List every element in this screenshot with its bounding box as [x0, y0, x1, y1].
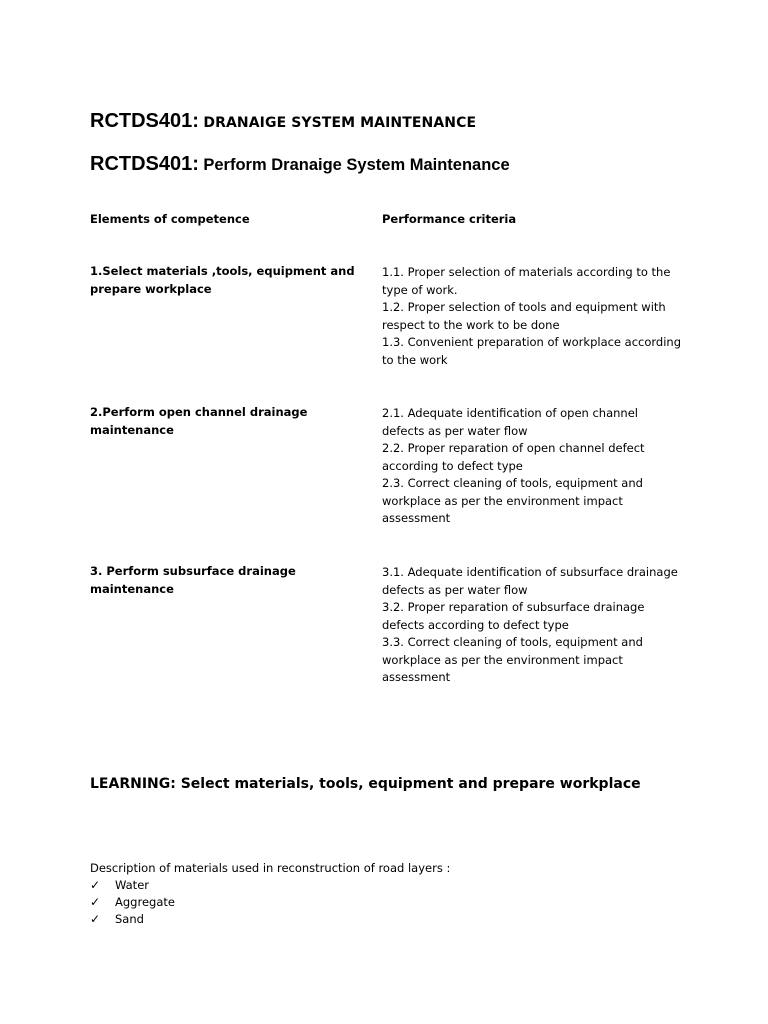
module-heading	[90, 110, 476, 133]
criterion-item: 1.3. Convenient preparation of workplace according to the work	[382, 335, 682, 367]
element-of-competence: 1.Select materials ,tools, equipment and prepare workplace	[90, 264, 355, 296]
list-item-label: Sand	[115, 912, 144, 926]
performance-criteria-list	[382, 564, 682, 687]
column-header-criteria: Performance criteria	[382, 212, 517, 226]
criterion-item: 2.2. Proper reparation of open channel defect according to defect type	[382, 441, 645, 473]
learning-outcome-heading: LEARNING: Select materials, tools, equipment and prepare workplace	[90, 776, 641, 792]
criterion-item: 1.2. Proper selection of tools and equipment with respect to the work to be done	[382, 300, 666, 332]
checkmark-icon: ✓	[90, 895, 101, 909]
element-of-competence: 2.Perform open channel drainage maintenance	[90, 405, 308, 437]
criterion-item: 3.2. Proper reparation of subsurface drainage defects according to defect type	[382, 600, 645, 632]
list-item-label: Water	[115, 878, 149, 892]
list-item	[90, 894, 175, 911]
module-title: DRANAIGE SYSTEM MAINTENANCE	[203, 115, 477, 131]
list-item-label: Aggregate	[115, 895, 175, 909]
criterion-item: 2.3. Correct cleaning of tools, equipment and workplace as per the environment impact assessment	[382, 476, 643, 525]
performance-criteria-list	[382, 405, 682, 528]
criterion-item: 3.3. Correct cleaning of tools, equipment and workplace as per the environment impact assessment	[382, 635, 643, 684]
list-item	[90, 911, 175, 928]
element-of-competence: 3. Perform subsurface drainage maintenance	[90, 564, 296, 596]
list-item	[90, 877, 175, 894]
module-subheading	[90, 153, 510, 176]
performance-criteria-list	[382, 264, 682, 369]
column-header-elements: Elements of competence	[90, 212, 250, 226]
criterion-item: 2.1. Adequate identification of open channel defects as per water flow	[382, 406, 638, 438]
module-code: RCTDS401:	[90, 110, 199, 132]
materials-description: Description of materials used in reconstruction of road layers :	[90, 861, 451, 875]
criterion-item: 3.1. Adequate identification of subsurface drainage defects as per water flow	[382, 565, 678, 597]
criterion-item: 1.1. Proper selection of materials according to the type of work.	[382, 265, 671, 297]
checkmark-icon: ✓	[90, 912, 101, 926]
checkmark-icon: ✓	[90, 878, 101, 892]
module-code: RCTDS401:	[90, 153, 199, 175]
materials-checklist	[90, 877, 175, 928]
module-subtitle: Perform Dranaige System Maintenance	[203, 156, 510, 174]
